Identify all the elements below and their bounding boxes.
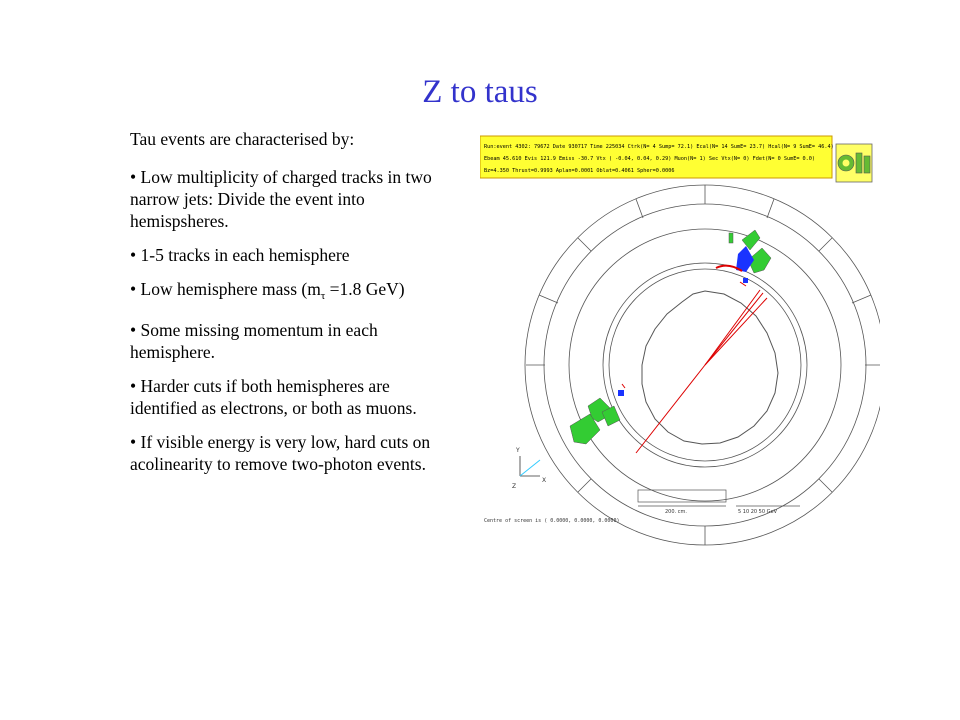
centre-of-screen-text: Centre of screen is ( 0.0000, 0.0000, 0.0000) (484, 518, 620, 524)
axis-y-label: Y (516, 447, 520, 454)
list-item (130, 166, 440, 232)
tau-subscript: τ (320, 290, 326, 302)
bullet-marker: • (130, 167, 137, 187)
bullet-text: Some missing momentum in each hemisphere. (130, 320, 378, 362)
length-scale (638, 490, 726, 515)
list-item (130, 244, 440, 266)
detector-logo-icon (836, 144, 872, 182)
intro-text: Tau events are characterised by: (130, 129, 355, 149)
event-display (480, 130, 880, 550)
list-item (130, 278, 440, 307)
bullet-text: Low multiplicity of charged tracks in two narrow jets: Divide the event into hemispsheres. (130, 167, 432, 231)
bullet-marker: • (130, 432, 137, 452)
axis-x-label: X (542, 477, 547, 484)
bullet-marker: • (130, 245, 137, 265)
event-header-line-2: Ebeam 45.610 Evis 121.9 Emiss -30.7 Vtx ( -0.04, 0.04, 0.29) Muon(N= 1) Sec Vtx(N= 0) Fdet(N= 0 SumE= 0.0) (484, 156, 816, 162)
slide-title: Z to taus (422, 74, 538, 110)
bullet-marker: • (130, 279, 137, 299)
inner-tracker (642, 291, 778, 444)
bullet-marker: • (130, 376, 137, 396)
energy-scale (736, 506, 800, 515)
event-header-line-1: Run:event 4302: 79672 Date 930717 Time 225034 Ctrk(N= 4 Sump= 72.1) Ecal(N= 14 SumE= 23.7) Hcal(N= 9 SumE= 46.4) (484, 144, 834, 150)
bullet-text: Harder cuts if both hemispheres are identified as electrons, or both as muons. (130, 376, 417, 418)
energy-scale-label: 5 10 20 50 GeV (738, 509, 777, 515)
mass-after: =1.8 GeV) (325, 279, 405, 299)
list-item (130, 375, 440, 419)
bullet-text: 1-5 tracks in each hemisphere (140, 245, 350, 265)
event-header-line-3: Bz=4.350 Thrust=0.9993 Aplan=0.0001 Oblat=0.4061 Spher=0.0006 (484, 168, 675, 174)
charged-tracks (636, 290, 767, 453)
list-item (130, 431, 440, 475)
outer-ring (525, 185, 880, 545)
axis-z-label: Z (512, 483, 517, 490)
event-display-svg (480, 130, 880, 550)
mass-before: Low hemisphere mass (m (140, 279, 321, 299)
list-item (130, 319, 440, 363)
bullet-marker: • (130, 320, 137, 340)
axis-indicator (512, 447, 546, 490)
upper-jet-hits (716, 230, 771, 286)
length-scale-label: 200. cm. (665, 509, 687, 515)
criteria-list (130, 166, 440, 487)
bullet-text: If visible energy is very low, hard cuts on acolinearity to remove two-photon events. (130, 432, 431, 474)
